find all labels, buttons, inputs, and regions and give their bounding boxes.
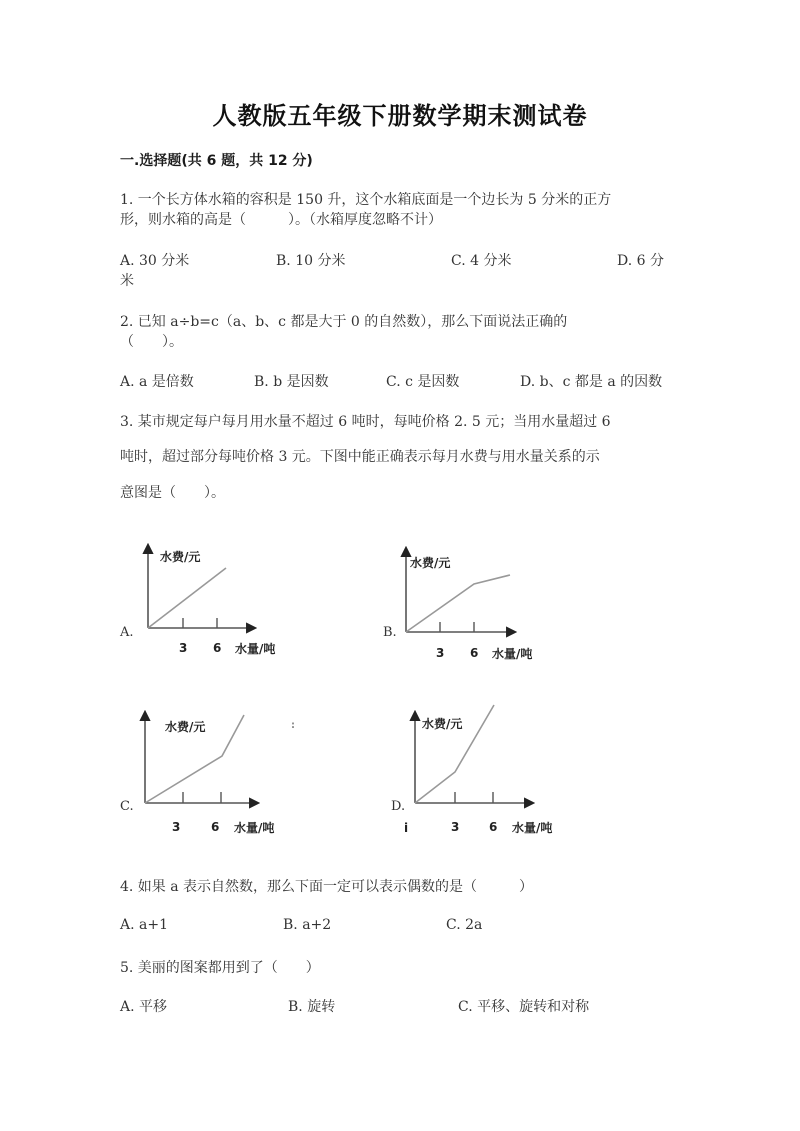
graph-a-x-label: 水量/吨 (235, 642, 276, 656)
graph-c-stray-mark: : (291, 720, 295, 731)
question-2-line-2: （ ）。 (120, 334, 183, 350)
question-4-option-b: B. a+2 (283, 917, 332, 933)
question-1-option-a: A. 30 分米 (120, 253, 190, 269)
question-5-option-a: A. 平移 (120, 999, 168, 1015)
section-heading: 一.选择题(共 6 题，共 12 分) (120, 153, 313, 169)
graph-c-tick-3: 3 (172, 820, 181, 834)
page-title: 人教版五年级下册数学期末测试卷 (212, 102, 588, 130)
question-3-line-1: 3. 某市规定每户每月用水量不超过 6 吨时，每吨价格 2. 5 元；当用水量超过 6 (120, 414, 611, 430)
question-1-option-c: C. 4 分米 (451, 253, 512, 269)
question-2-option-c: C. c 是因数 (386, 374, 460, 390)
graph-d (391, 705, 552, 835)
graph-a-option-label: A. (120, 625, 134, 640)
graph-d-y-label: 水费/元 (422, 717, 463, 731)
graph-d-option-label: D. (391, 799, 406, 814)
graph-a-tick-6: 6 (213, 641, 222, 655)
question-3-line-2: 吨时，超过部分每吨价格 3 元。下图中能正确表示每月水费与用水量关系的示 (120, 449, 600, 465)
question-4-line-1: 4. 如果 a 表示自然数，那么下面一定可以表示偶数的是（ ） (120, 879, 534, 895)
graph-c-option-label: C. (120, 799, 134, 814)
graph-d-tick-6: 6 (489, 820, 498, 834)
graph-a-tick-3: 3 (179, 641, 188, 655)
graph-b (383, 548, 532, 661)
graph-d-x-label: 水量/吨 (512, 821, 553, 835)
question-5-option-b: B. 旋转 (288, 999, 336, 1015)
graph-b-y-label: 水费/元 (410, 556, 451, 570)
question-4-option-c: C. 2a (446, 917, 483, 933)
graph-d-stray-mark: i (404, 821, 409, 835)
graph-a-y-label: 水费/元 (160, 550, 201, 564)
graph-c (120, 712, 295, 835)
question-2-line-1: 2. 已知 a÷b=c（a、b、c 都是大于 0 的自然数），那么下面说法正确的 (120, 314, 568, 330)
question-4-option-a: A. a+1 (120, 917, 168, 933)
question-1-line-1: 1. 一个长方体水箱的容积是 150 升，这个水箱底面是一个边长为 5 分米的正方 (120, 192, 612, 208)
question-2-option-b: B. b 是因数 (254, 374, 329, 390)
question-5-option-c: C. 平移、旋转和对称 (458, 999, 590, 1015)
question-1-option-b: B. 10 分米 (276, 253, 346, 269)
question-3-line-3: 意图是（ ）。 (120, 485, 225, 501)
question-2-option-a: A. a 是倍数 (120, 374, 194, 390)
graph-d-tick-3: 3 (451, 820, 460, 834)
graph-a (119, 545, 275, 656)
graph-c-y-label: 水费/元 (165, 720, 206, 734)
graph-b-tick-6: 6 (470, 646, 479, 660)
graph-c-tick-6: 6 (211, 820, 220, 834)
question-1-line-2: 形，则水箱的高是（ ）。（水箱厚度忽略不计） (120, 212, 442, 228)
graph-b-option-label: B. (383, 625, 397, 640)
graph-c-x-label: 水量/吨 (234, 821, 275, 835)
question-2-option-d: D. b、c 都是 a 的因数 (520, 374, 663, 390)
graph-b-tick-3: 3 (436, 646, 445, 660)
question-1-option-d: D. 6 分 (617, 253, 664, 269)
question-1-option-d-wrap: 米 (120, 273, 134, 289)
graph-b-x-label: 水量/吨 (492, 647, 533, 661)
question-5-line-1: 5. 美丽的图案都用到了（ ） (120, 960, 320, 976)
